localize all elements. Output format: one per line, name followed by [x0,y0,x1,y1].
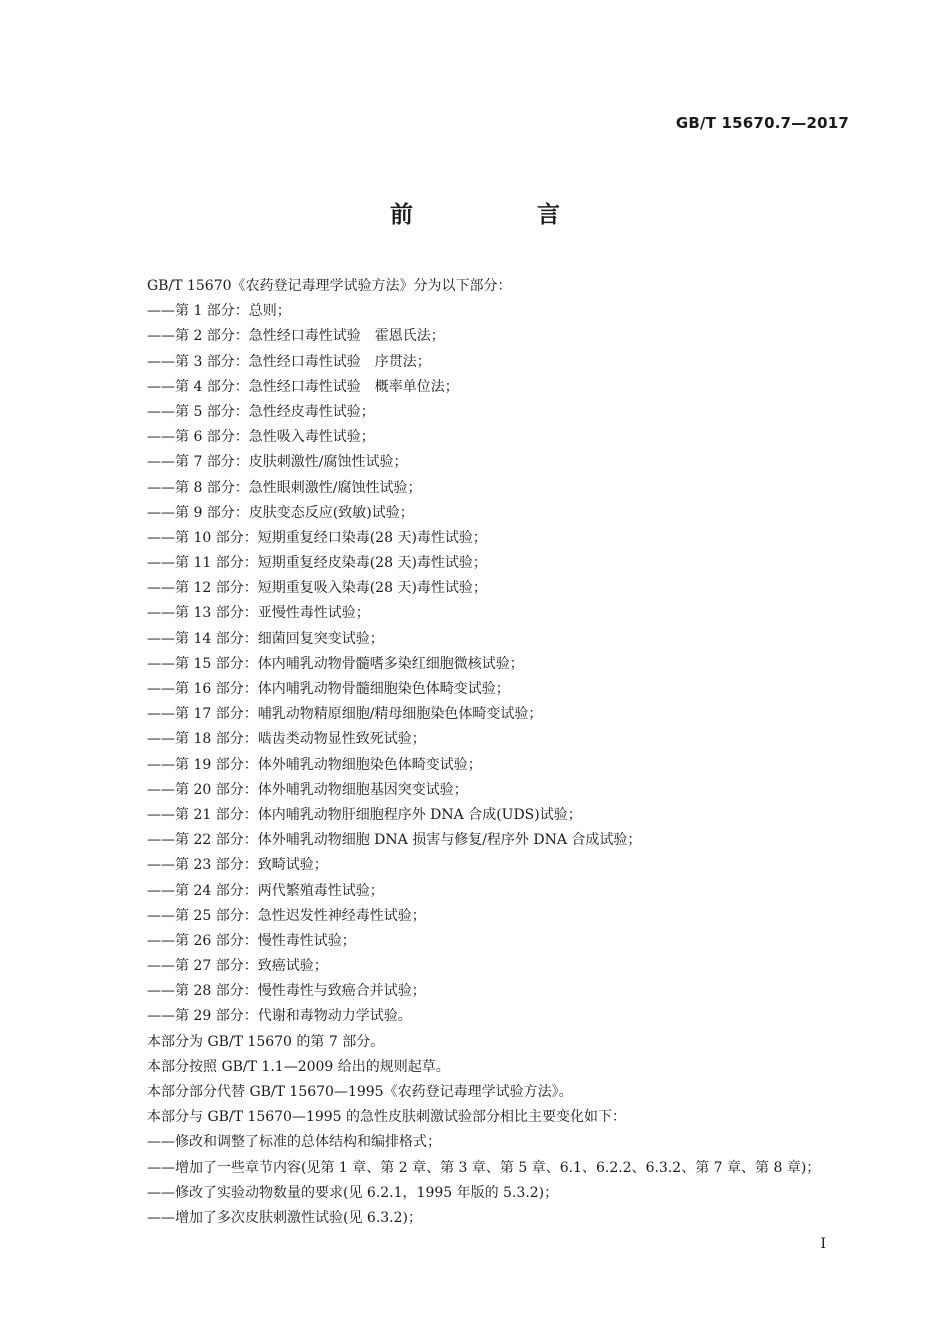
text-line: ——第 21 部分：体内哺乳动物肝细胞程序外 DNA 合成(UDS)试验； [147,806,582,823]
text-line: ——第 20 部分：体外哺乳动物细胞基因突变试验； [147,781,468,798]
text-line: ——第 25 部分：急性迟发性神经毒性试验； [147,907,426,924]
text-line: ——第 23 部分：致畸试验； [147,857,328,874]
text-line: ——第 13 部分：亚慢性毒性试验； [147,605,370,622]
text-line: ——第 22 部分：体外哺乳动物细胞 DNA 损害与修复/程序外 DNA 合成试验； [147,832,642,849]
text-line: ——第 26 部分：慢性毒性试验； [147,932,356,949]
text-line: ——第 7 部分：皮肤刺激性/腐蚀性试验； [147,454,408,471]
text-line: ——第 9 部分：皮肤变态反应(致敏)试验； [147,504,414,521]
text-line: ——第 17 部分：哺乳动物精原细胞/精母细胞染色体畸变试验； [147,706,543,723]
text-line: ——增加了多次皮肤刺激性试验(见 6.3.2)； [147,1209,422,1226]
page-number: I [820,1236,826,1252]
text-line: ——第 1 部分：总则； [147,303,291,320]
text-line: ——第 3 部分：急性经口毒性试验 序贯法； [147,353,431,370]
text-line: ——第 10 部分：短期重复经口染毒(28 天)毒性试验； [147,529,487,546]
text-line: ——第 16 部分：体内哺乳动物骨髓细胞染色体畸变试验； [147,681,510,697]
text-line: 本部分为 GB/T 15670 的第 7 部分。 [147,1033,385,1050]
text-line: ——第 8 部分：急性眼刺激性/腐蚀性试验； [147,479,422,496]
standard-code: GB/T 15670.7—2017 [675,114,849,132]
text-line: 本部分部分代替 GB/T 15670—1995《农药登记毒理学试验方法》。 [147,1084,573,1100]
page-title: 前 言 [389,202,618,228]
foreword-body [147,274,867,1231]
text-line: 本部分与 GB/T 15670—1995 的急性皮肤刺激试验部分相比主要变化如下： [147,1109,627,1126]
text-line: ——第 18 部分：啮齿类动物显性致死试验； [147,731,426,748]
text-line: ——修改了实验动物数量的要求(见 6.2.1，1995 年版的 5.3.2)； [147,1184,559,1201]
text-line: 本部分按照 GB/T 1.1—2009 给出的规则起草。 [147,1058,450,1075]
text-line: ——第 5 部分：急性经皮毒性试验； [147,403,375,420]
text-line: ——第 15 部分：体内哺乳动物骨髓嗜多染红细胞微核试验； [147,655,524,672]
text-line: ——第 12 部分：短期重复吸入染毒(28 天)毒性试验； [147,580,487,597]
text-line: ——第 14 部分：细菌回复突变试验； [147,630,384,647]
text-line: ——第 19 部分：体外哺乳动物细胞染色体畸变试验； [147,756,482,773]
text-line: ——增加了一些章节内容(见第 1 章、第 2 章、第 3 章、第 5 章、6.1、6.2.2、6.3.2、第 7 章、第 8 章)； [147,1159,821,1176]
text-line: GB/T 15670《农药登记毒理学试验方法》分为以下部分： [147,278,512,294]
text-line: ——第 4 部分：急性经口毒性试验 概率单位法； [147,378,459,395]
text-line: ——第 29 部分：代谢和毒物动力学试验。 [147,1008,412,1025]
text-line: ——第 6 部分：急性吸入毒性试验； [147,429,375,446]
text-line: ——第 2 部分：急性经口毒性试验 霍恩氏法； [147,328,445,345]
text-line: ——修改和调整了标准的总体结构和编排格式； [147,1134,441,1151]
text-line: ——第 24 部分：两代繁殖毒性试验； [147,882,384,899]
text-line: ——第 28 部分：慢性毒性与致癌合并试验； [147,983,426,1000]
text-line: ——第 27 部分：致癌试验； [147,958,328,975]
text-line: ——第 11 部分：短期重复经皮染毒(28 天)毒性试验； [147,555,487,572]
